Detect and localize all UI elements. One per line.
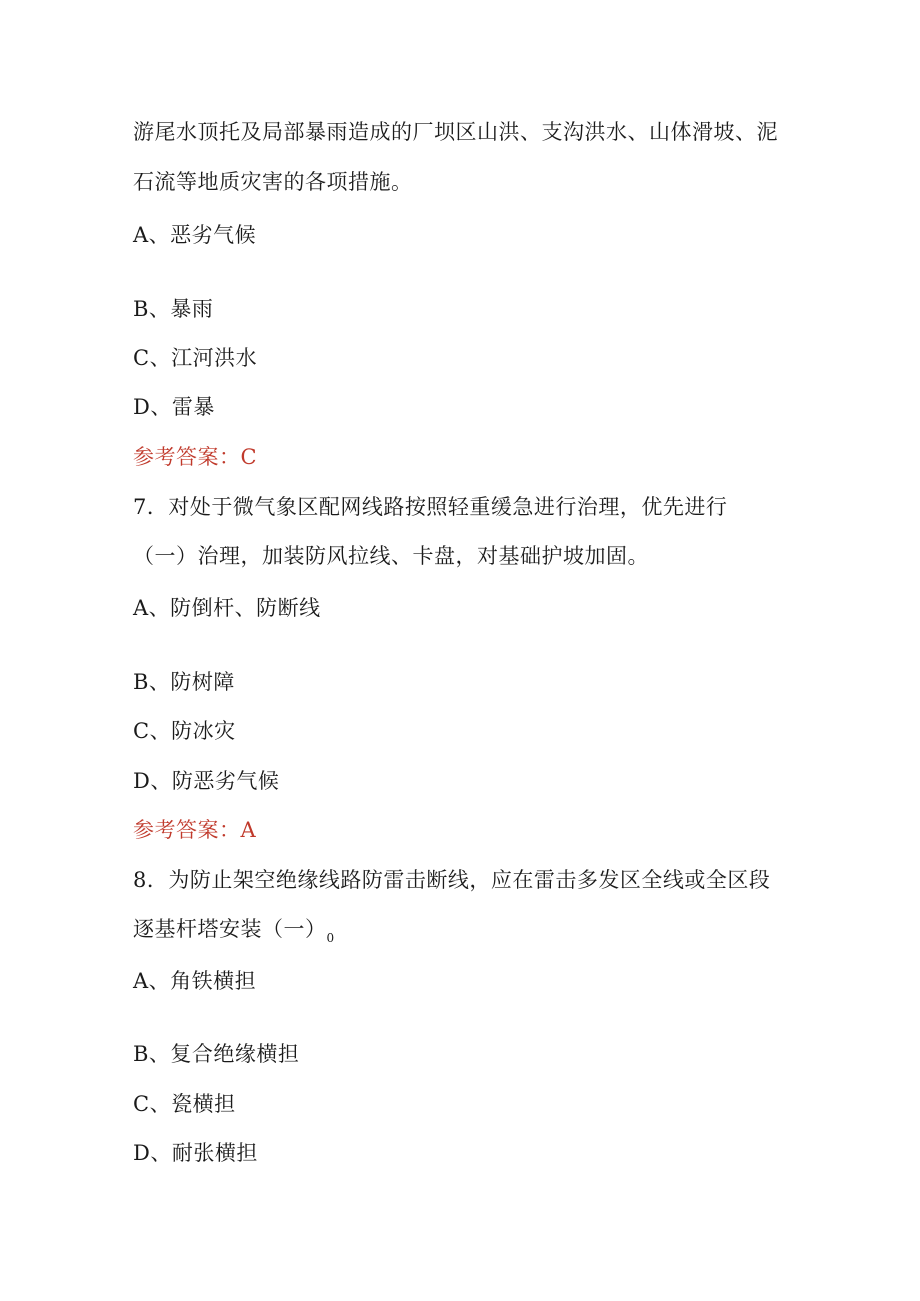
question-7-answer: 参考答案：A <box>133 818 257 842</box>
question-7-option-b: B、防树障 <box>133 670 235 694</box>
question-6-stem-line-2: 石流等地质灾害的各项措施。 <box>133 170 413 194</box>
question-7-option-d: D、防恶劣气候 <box>133 769 280 793</box>
question-6-option-b: B、暴雨 <box>133 297 214 321</box>
question-8-stem-line-2-text: 逐基杆塔安装（一） <box>133 917 327 941</box>
question-6-stem-line-1: 游尾水顶托及局部暴雨造成的厂坝区山洪、支沟洪水、山体滑坡、泥 <box>133 120 778 144</box>
question-7-option-a: A、防倒杆、防断线 <box>133 596 321 620</box>
question-6-option-d: D、雷暴 <box>133 395 215 419</box>
question-8-stem-line-2-suffix: 0 <box>326 931 335 945</box>
question-8-option-c: C、瓷横担 <box>133 1092 236 1116</box>
question-6-answer: 参考答案：C <box>133 445 258 469</box>
question-8-option-d: D、耐张横担 <box>133 1141 258 1165</box>
question-8-option-a: A、角铁横担 <box>133 969 257 993</box>
question-8-option-b: B、复合绝缘横担 <box>133 1042 300 1066</box>
question-8-stem-line-1: 8．为防止架空绝缘线路防雷击断线，应在雷击多发区全线或全区段 <box>133 868 771 892</box>
question-6-option-a: A、恶劣气候 <box>133 223 257 247</box>
question-6-option-c: C、江河洪水 <box>133 346 258 370</box>
question-7-stem-line-1: 7．对处于微气象区配网线路按照轻重缓急进行治理，优先进行 <box>133 495 728 519</box>
question-8-stem-line-2 <box>133 915 335 952</box>
question-7-stem-line-2: （一）治理，加装防风拉线、卡盘，对基础护坡加固。 <box>133 544 649 568</box>
question-7-option-c: C、防冰灾 <box>133 719 236 743</box>
